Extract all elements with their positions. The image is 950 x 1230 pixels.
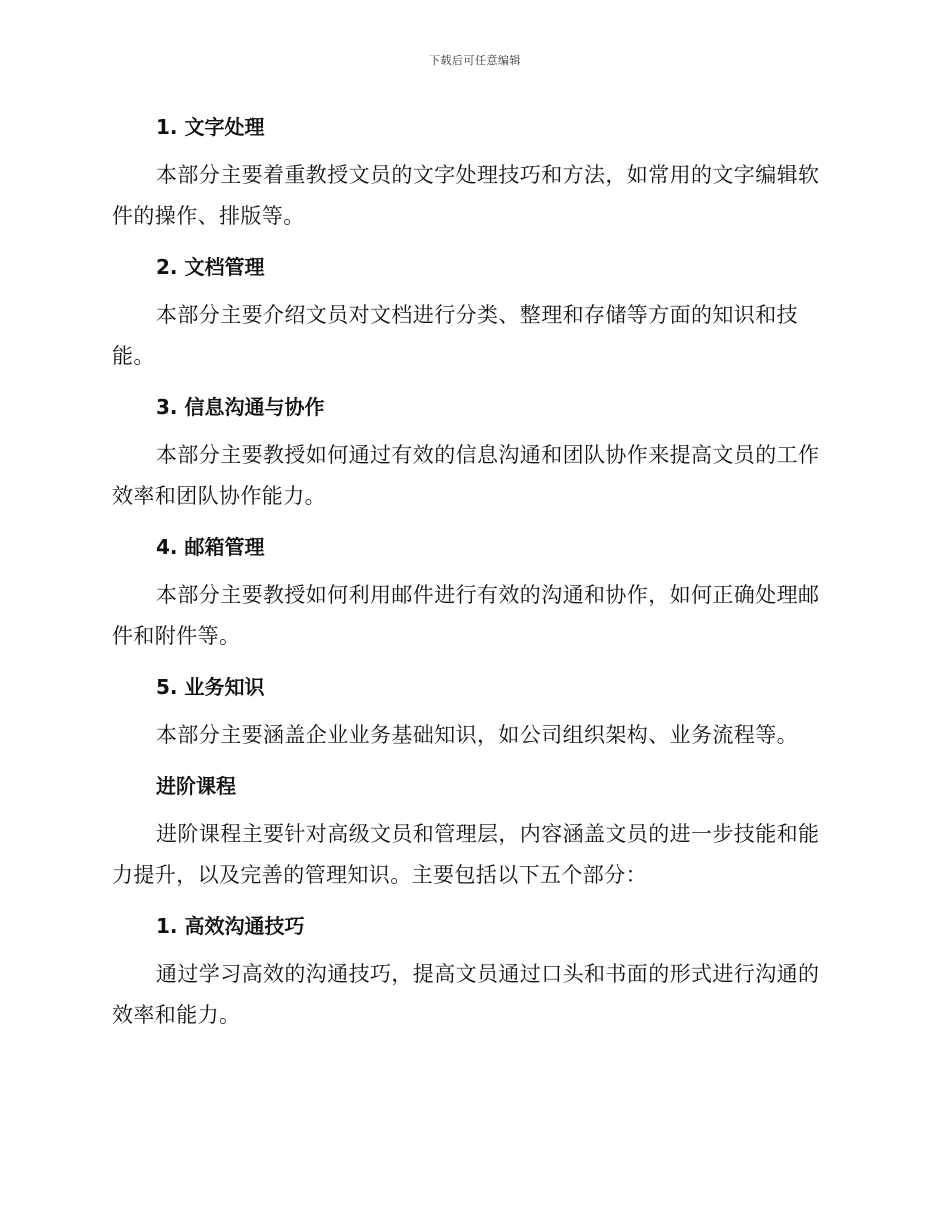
section-paragraph: 本部分主要介绍文员对文档进行分类、整理和存储等方面的知识和技能。 (112, 303, 798, 368)
section-paragraph: 本部分主要教授如何通过有效的信息沟通和团队协作来提高文员的工作效率和团队协作能力。 (112, 443, 820, 508)
section-paragraph: 本部分主要着重教授文员的文字处理技巧和方法，如常用的文字编辑软件的操作、排版等。 (112, 163, 820, 228)
section-heading: 4. 邮箱管理 (156, 535, 265, 559)
section-heading: 1. 高效沟通技巧 (156, 914, 305, 938)
section-heading: 2. 文档管理 (156, 255, 265, 279)
section-paragraph: 进阶课程主要针对高级文员和管理层，内容涵盖文员的进一步技能和能力提升，以及完善的管理知识。主要包括以下五个部分： (112, 822, 820, 887)
section-paragraph: 通过学习高效的沟通技巧，提高文员通过口头和书面的形式进行沟通的效率和能力。 (112, 962, 820, 1027)
section-heading: 5. 业务知识 (156, 675, 265, 699)
section-paragraph: 本部分主要教授如何利用邮件进行有效的沟通和协作，如何正确处理邮件和附件等。 (112, 583, 820, 648)
section-heading: 3. 信息沟通与协作 (156, 395, 325, 419)
header-note: 下载后可任意编辑 (429, 54, 521, 67)
document-body (112, 110, 832, 1036)
section-heading: 进阶课程 (156, 774, 236, 798)
section-paragraph: 本部分主要涵盖企业业务基础知识，如公司组织架构、业务流程等。 (156, 723, 798, 747)
section-heading: 1. 文字处理 (156, 115, 265, 139)
